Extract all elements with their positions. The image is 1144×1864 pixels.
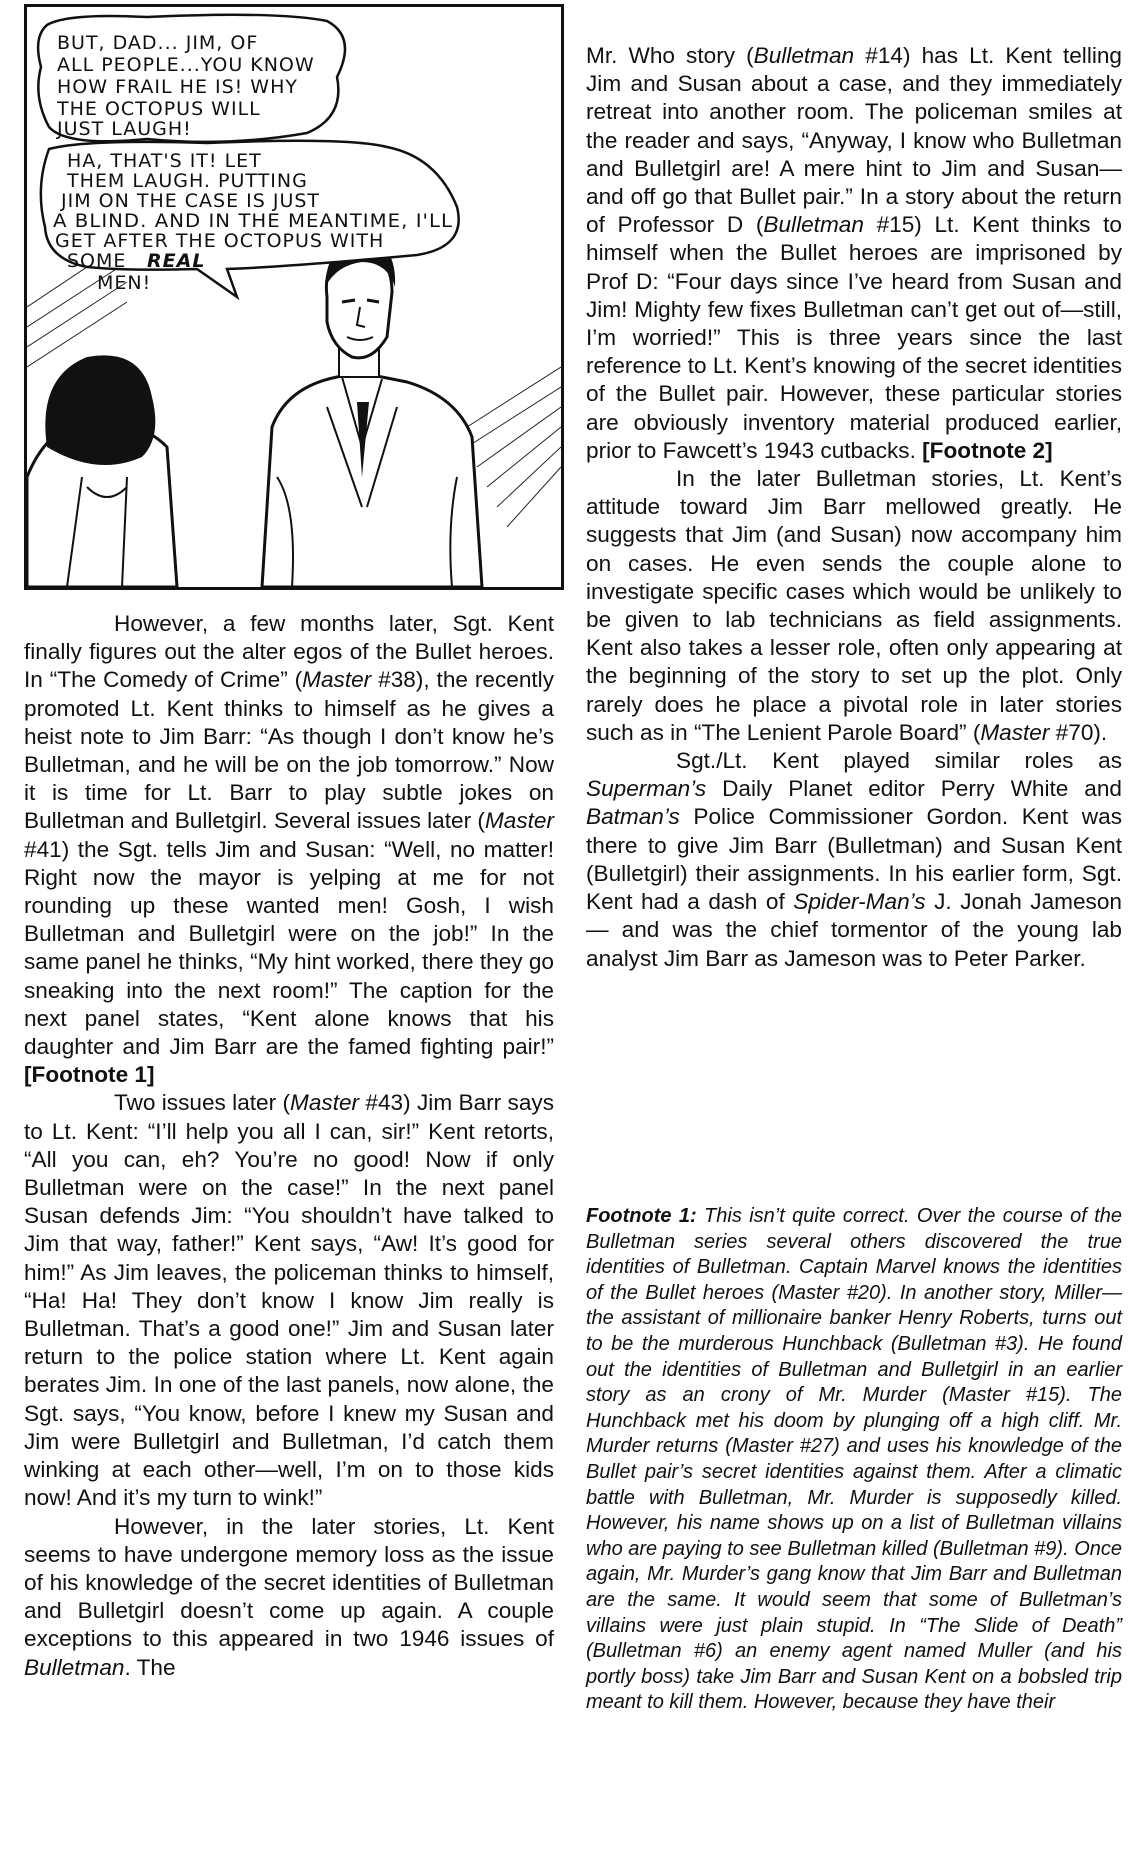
footnote-1-ref: [Footnote 1] xyxy=(24,1062,155,1088)
left-paragraph-3: However, in the later stories, Lt. Kent seems to have undergone memory loss as the issue of his knowledge of the secret identities of Bulletman and Bulletgirl doesn’t come up again. A couple exceptions to this appeared in two 1946 issues of Bulletman. The xyxy=(24,1513,554,1680)
left-paragraph-1: However, a few months later, Sgt. Kent finally figures out the alter egos of the Bullet heroes. In “The Comedy of Crime” (Master #38), the recently promoted Lt. Kent thinks to himself as he gives a heist note to Jim Barr: “As though I don’t know he’s Bulletman, and he will be on the job tomorrow.” Now it is time for Lt. Barr to play subtle jokes on Bulletman and Bulletgirl. Several issues later (Master #41) the Sgt. tells Jim and Susan: “Well, no matter! Right now the mayor is yelping at me for not rounding up these wanted men! Gosh, I wish Bulletman and Bulletgirl were on the job!” In the same panel he thinks, “My hint worked, there they go sneaking into the next room!” The caption for the next panel states, “Kent alone knows that his daughter and Jim Barr are the famed fighting pair!” [Footnote 1] xyxy=(24,611,554,1088)
comic-art xyxy=(27,7,561,587)
man-figure xyxy=(262,239,482,587)
balloon-2-line: THEM LAUGH. PUTTING xyxy=(67,170,308,192)
footnote-1 xyxy=(586,1204,1122,1716)
woman-figure xyxy=(27,355,177,587)
right-column xyxy=(586,42,1122,973)
left-paragraph-2: Two issues later (Master #43) Jim Barr says to Lt. Kent: “I’ll help you all I can, sir!” Kent retorts, “All you can, eh? You’re no good! Now if only Bulletman were on the case!” In the next panel Susan defends Jim: “You shouldn’t have talked to Jim that way, father!” Kent says, “Aw! It’s good for him!” As Jim leaves, the policeman thinks to himself, “Ha! Ha! They don’t know I know Jim really is Bulletman. That’s a good one!” Jim and Susan later return to the police station where Lt. Kent again berates Jim. In one of the last panels, now alone, the Sgt. says, “You know, before I knew my Susan and Jim were Bulletgirl and Bulletman, I’d catch them winking at each other—well, I’m on to those kids now! And it’s my turn to wink!” xyxy=(24,1090,554,1511)
balloon-2-line: HA, THAT'S IT! LET xyxy=(67,150,262,172)
balloon-1-line: JUST LAUGH! xyxy=(57,118,192,140)
balloon-2-line: SOME xyxy=(67,250,127,272)
right-paragraph-1: Mr. Who story (Bulletman #14) has Lt. Kent telling Jim and Susan about a case, and they immediately retreat into another room. The policeman smiles at the reader and says, “Anyway, I know who Bulletman and Bulletgirl are! A mere hint to Jim and Susan—and off go that Bullet pair.” In a story about the return of Professor D (Bulletman #15) Lt. Kent thinks to himself when the Bullet heroes are imprisoned by Prof D: “Four days since I’ve heard from Susan and Jim! Mighty few fixes Bulletman can’t get out of—still, I’m worried!” This is three years since the last reference to Lt. Kent’s knowing of the secret identities of the Bullet pair. However, these particular stories are obviously inventory material produced earlier, prior to Fawcett’s 1943 cutbacks. [Footnote 2] xyxy=(586,43,1122,463)
footnote-2-ref: [Footnote 2] xyxy=(922,437,1053,463)
balloon-1-line: ALL PEOPLE...YOU KNOW xyxy=(57,54,315,76)
balloon-1-line: HOW FRAIL HE IS! WHY xyxy=(57,76,298,98)
comic-panel xyxy=(24,4,564,590)
balloon-1-line: BUT, DAD... JIM, OF xyxy=(57,32,259,54)
balloon-2-line: A BLIND. AND IN THE MEANTIME, I'LL xyxy=(53,210,454,232)
right-paragraph-3: Sgt./Lt. Kent played similar roles as Superman’s Daily Planet editor Perry White and Batman’s Police Commissioner Gordon. Kent was there to give Jim Barr (Bulletman) and Susan Kent (Bulletgirl) their assignments. In his earlier form, Sgt. Kent had a dash of Spider-Man’s J. Jonah Jameson — and was the chief tormentor of the young lab analyst Jim Barr as Jameson was to Peter Parker. xyxy=(586,748,1122,971)
balloon-2-line: MEN! xyxy=(97,272,152,294)
right-paragraph-2: In the later Bulletman stories, Lt. Kent’s attitude toward Jim Barr mellowed greatly. He suggests that Jim (and Susan) now accompany him on cases. He even sends the couple alone to investigate specific cases which would be unlikely to be given to lab technicians as field assignments. Kent also takes a lesser role, often only appearing at the beginning of the story to set up the plot. Only rarely does he place a pivotal role in later stories such as in “The Lenient Parole Board” (Master #70). xyxy=(586,466,1122,745)
left-column xyxy=(24,610,554,1682)
footnote-block xyxy=(586,1204,1122,1716)
balloon-1-line: THE OCTOPUS WILL xyxy=(57,98,261,120)
balloon-2-line: GET AFTER THE OCTOPUS WITH xyxy=(55,230,385,252)
footnote-text: This isn’t quite correct. Over the course of the Bulletman series several others discovered the true identities of Bulletman. Captain Marvel knows the identities of the Bullet heroes (Master #20). In another story, Miller—the assistant of millionaire banker Henry Roberts, turns out to be the murderous Hunchback (Bulletman #3). He found out the identities of Bulletman and Bulletgirl in an earlier story as an crony of Mr. Murder (Master #15). The Hunchback met his doom by plunging off a high cliff. Mr. Murder returns (Master #27) and uses his knowledge of the Bullet pair’s secret identities against them. After a climatic battle with Bulletman, Mr. Murder is supposedly killed. However, his name shows up on a list of Bulletman villains who are paying to see Bulletman killed (Bulletman #9). Once again, Mr. Murder’s gang know that Jim Barr and Bulletman are the same. It would seem that some of Bulletman’s villains were just plain stupid. In “The Slide of Death” (Bulletman #6) an enemy agent named Muller (and his portly boss) take Jim Barr and Susan Kent on a bobsled trip meant to kill them. However, because they have their xyxy=(586,1205,1123,1714)
footnote-label: Footnote 1: xyxy=(586,1205,697,1227)
balloon-2-emphasis: REAL xyxy=(147,250,206,272)
balloon-2-line: JIM ON THE CASE IS JUST xyxy=(61,190,321,212)
